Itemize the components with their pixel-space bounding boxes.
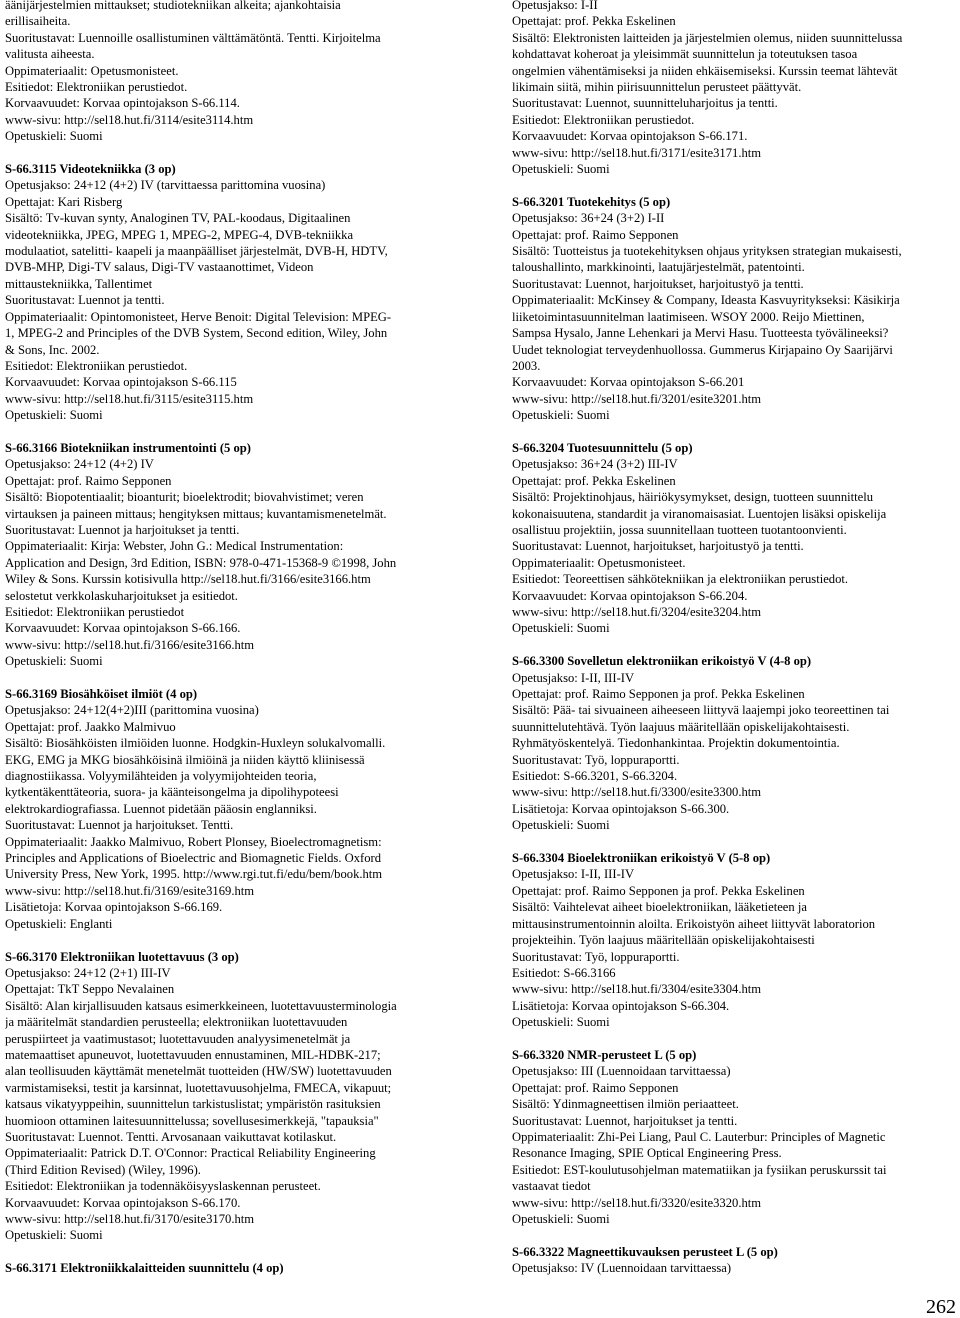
text-line: 2003.: [512, 358, 541, 373]
section-gap: [5, 145, 451, 161]
text-line: www-sivu: http://sel18.hut.fi/3171/esite3171.htm: [512, 145, 762, 160]
text-line: Oppimateriaalit: Opetusmonisteet.: [5, 63, 179, 78]
text-line: Opettajat: prof. Raimo Sepponen ja prof. Pekka Eskelinen: [512, 687, 805, 702]
page-number: 262: [926, 1296, 956, 1318]
section-gap: [512, 424, 958, 440]
text-line: Opetusjakso: I-II: [512, 0, 598, 12]
text-line: Lisätietoja: Korvaa opintojakson S-66.300.: [512, 801, 730, 816]
text-line: www-sivu: http://sel18.hut.fi/3114/esite3114.htm: [5, 112, 254, 127]
text-line: Suoritustavat: Luennot, harjoitukset ja tentti.: [512, 1113, 738, 1128]
text-line: osallistuu projektiin, jossa suunnitellaan tuotteen tuotantoonvienti.: [512, 522, 847, 537]
text-line: Korvaavuudet: Korvaa opintojakson S-66.204.: [512, 588, 748, 603]
text-line: Resonance Imaging, SPIE Optical Engineering Press.: [512, 1146, 782, 1161]
text-line: Opettajat: prof. Raimo Sepponen: [512, 227, 679, 242]
text-line: Opettajat: prof. Pekka Eskelinen: [512, 473, 676, 488]
text-line: mittaustekniikka, Tallentimet: [5, 276, 153, 291]
text-line: selostetut verkkolaskuharjoitukset ja esitiedot.: [5, 588, 238, 603]
text-line: Esitiedot: S-66.3166: [512, 965, 616, 980]
text-line: Suoritustavat: Luennot. Tentti. Arvosanaan vaikuttavat kotilaskut.: [5, 1129, 337, 1144]
text-line: Opetuskieli: Suomi: [512, 1015, 610, 1030]
text-line: www-sivu: http://sel18.hut.fi/3169/esite3169.htm: [5, 883, 255, 898]
text-line: Esitiedot: Elektroniikan perustiedot: [5, 605, 185, 619]
text-line: Suoritustavat: Luennot, suunnitteluharjoitus ja tentti.: [512, 96, 778, 111]
text-line: Lisätietoja: Korvaa opintojakson S-66.304.: [512, 998, 730, 1013]
text-line: Sisältö: Vaihtelevat aiheet bioelektroniikan, lääketieteen ja: [512, 900, 807, 915]
text-line: kokonaisuutena, standardit ja viranomaisasiat. Luentojen lisäksi opiskelija: [512, 506, 887, 521]
text-line: Sisältö: Tuotteistus ja tuotekehityksen ohjaus yrityksen strategian mukaisesti,: [512, 244, 902, 259]
text-line: Opetuskieli: Suomi: [5, 408, 103, 423]
text-line: kohdattavat koheroat ja yleisimmät suunnittelun ja toteutuksen tasoa: [512, 47, 858, 62]
text-line: Oppimateriaalit: Jaakko Malmivuo, Robert Plonsey, Bioelectromagnetism:: [5, 834, 382, 849]
text-line: alan teollisuuden käyttämät menetelmät tuotteiden (HW/SW) luotettavuuden: [5, 1064, 392, 1079]
course-title-s-66-3304: S-66.3304 Bioelektroniikan erikoistyö V (5-8 op): [512, 851, 771, 866]
text-line: liiketoimintasuunnitelman laatimiseen. WSOY 2000. Reijo Miettinen,: [512, 309, 865, 324]
text-line: Opetusjakso: 36+24 (3+2) III-IV: [512, 457, 678, 472]
section-gap: [512, 637, 958, 653]
text-line: Korvaavuudet: Korvaa opintojakson S-66.170.: [5, 1195, 241, 1210]
text-line: www-sivu: http://sel18.hut.fi/3170/esite3170.htm: [5, 1212, 255, 1226]
text-line: Lisätietoja: Korvaa opintojakson S-66.169.: [5, 900, 223, 915]
text-line: vastaavat tiedot: [512, 1179, 591, 1194]
section-gap: [5, 1244, 451, 1260]
text-line: Sisältö: Pää- tai sivuaineen aiheeseen liittyvä laajempi joko teoreettinen tai: [512, 703, 890, 718]
section-gap: [5, 932, 451, 948]
text-line: Opetuskieli: Suomi: [512, 408, 610, 423]
text-line: Opettajat: prof. Pekka Eskelinen: [512, 14, 676, 29]
text-line: Opetuskieli: Suomi: [5, 654, 103, 669]
text-line: Sampsa Hysalo, Janne Lehenkari ja Mervi Hasu. Tuotteesta työvälineeksi?: [512, 326, 889, 341]
text-line: Korvaavuudet: Korvaa opintojakson S-66.201: [512, 375, 745, 390]
course-title-s-66-3166: S-66.3166 Biotekniikan instrumentointi (5 op): [5, 440, 251, 455]
text-line: www-sivu: http://sel18.hut.fi/3304/esite3304.htm: [512, 982, 762, 997]
text-line: ongelmien vähentämiseksi ja niiden ehkäisemiseksi. Kurssin teemat lähtevät: [512, 63, 898, 78]
text-line: www-sivu: http://sel18.hut.fi/3166/esite3166.htm: [5, 637, 255, 652]
section-gap: [512, 1227, 958, 1243]
section-gap: [512, 834, 958, 850]
text-line: virtauksen ja paineen mittaus; hengityksen mittaus; kuvantamismenetelmät.: [5, 506, 387, 521]
text-line: Korvaavuudet: Korvaa opintojakson S-66.171.: [512, 129, 748, 144]
text-line: Opetuskieli: Suomi: [512, 818, 610, 833]
text-line: Opetusjakso: I-II, III-IV: [512, 670, 635, 685]
text-line: Suoritustavat: Työ, loppuraportti.: [512, 752, 680, 767]
text-line: äänijärjestelmien mittaukset; studiotekniikan alkeita; ajankohtaisia: [5, 0, 341, 12]
text-line: www-sivu: http://sel18.hut.fi/3300/esite3300.htm: [512, 785, 762, 800]
course-title-s-66-3204: S-66.3204 Tuotesuunnittelu (5 op): [512, 440, 693, 455]
text-line: 1, MPEG-2 and Principles of the DVB System, Second edition, Wiley, John: [5, 326, 388, 341]
text-line: Opetusjakso: 24+12(4+2)III (parittomina vuosina): [5, 703, 259, 718]
text-line: Application and Design, 3rd Edition, ISBN: 978-0-471-15368-9 ©1998, John: [5, 555, 397, 570]
course-title-s-66-3171: S-66.3171 Elektroniikkalaitteiden suunnittelu (4 op): [5, 1261, 284, 1276]
text-line: Sisältö: Projektinohjaus, häiriökysymykset, design, tuotteen suunnittelu: [512, 490, 873, 505]
text-line: Oppimateriaalit: Kirja: Webster, John G.: Medical Instrumentation:: [5, 539, 344, 554]
right-column: [512, 0, 958, 1277]
course-title-s-66-3115: S-66.3115 Videotekniikka (3 op): [5, 162, 176, 177]
course-title-s-66-3322: S-66.3322 Magneettikuvauksen perusteet L (5 op): [512, 1244, 778, 1259]
text-line: Korvaavuudet: Korvaa opintojakson S-66.114.: [5, 96, 240, 111]
text-line: katsaus vikatyyppeihin, suunnittelun tarkistuslistat; ympäristön rasituksien: [5, 1097, 381, 1112]
text-line: huomioon ottaminen laitesuunnittelussa; sovellusesimerkkejä, "tapauksia": [5, 1113, 379, 1128]
text-line: Opetuskieli: Suomi: [5, 1228, 103, 1243]
text-line: Korvaavuudet: Korvaa opintojakson S-66.166.: [5, 621, 241, 636]
text-line: Opetusjakso: 36+24 (3+2) I-II: [512, 211, 665, 226]
text-line: Opettajat: TkT Seppo Nevalainen: [5, 982, 175, 997]
text-line: Opettajat: prof. Raimo Sepponen: [5, 473, 172, 488]
course-title-s-66-3170: S-66.3170 Elektroniikan luotettavuus (3 op): [5, 949, 239, 964]
course-title-s-66-3169: S-66.3169 Biosähköiset ilmiöt (4 op): [5, 687, 198, 702]
section-gap: [5, 424, 451, 440]
text-line: Opettajat: prof. Raimo Sepponen ja prof. Pekka Eskelinen: [512, 883, 805, 898]
text-line: Opetusjakso: 24+12 (4+2) IV (tarvittaessa parittomina vuosina): [5, 178, 326, 193]
text-line: projekteihin. Työn laajuus määritellään opiskelijakohtaisesti: [512, 933, 815, 948]
text-line: Ryhmätyöskentelyä. Tiedonhankintaa. Projektin dokumentointia.: [512, 736, 840, 751]
text-line: kytkentäkenttäteoria, suora- ja käänteisongelma ja dipolihypoteesi: [5, 785, 339, 800]
text-line: Esitiedot: Elektroniikan perustiedot.: [512, 112, 695, 127]
text-line: Suoritustavat: Luennot ja harjoitukset. Tentti.: [5, 818, 234, 833]
course-title-s-66-3300: S-66.3300 Sovelletun elektroniikan erikoistyö V (4-8 op): [512, 654, 812, 669]
text-line: Opetusjakso: III (Luennoidaan tarvittaessa): [512, 1064, 731, 1079]
text-line: Esitiedot: Elektroniikan ja todennäköisyyslaskennan perusteet.: [5, 1179, 321, 1194]
text-line: Oppimateriaalit: Opetusmonisteet.: [512, 555, 686, 570]
section-gap: [512, 177, 958, 193]
text-line: Oppimateriaalit: McKinsey & Company, Ideasta Kasvuyritykseksi: Käsikirja: [512, 293, 900, 308]
text-line: erillisaiheita.: [5, 14, 71, 29]
text-line: modulaatiot, satelitti- kaapeli ja maanpäälliset järjestelmät, DVB-H, HDTV,: [5, 244, 388, 259]
text-line: www-sivu: http://sel18.hut.fi/3201/esite3201.htm: [512, 391, 762, 406]
text-line: Principles and Applications of Bioelectric and Biomagnetic Fields. Oxford: [5, 851, 381, 866]
text-line: Sisältö: Alan kirjallisuuden katsaus esimerkkeineen, luotettavuusterminologia: [5, 998, 397, 1013]
text-line: Opetusjakso: 24+12 (2+1) III-IV: [5, 965, 171, 980]
text-line: diagnostiikassa. Volyymilähteiden ja volyymijohteiden teoria,: [5, 769, 317, 784]
text-line: valitusta aiheesta.: [5, 47, 95, 62]
text-line: Suoritustavat: Luennot ja tentti.: [5, 293, 165, 308]
text-line: Oppimateriaalit: Opintomonisteet, Herve Benoit: Digital Television: MPEG-: [5, 309, 392, 324]
text-line: Oppimateriaalit: Patrick D.T. O'Connor: Practical Reliability Engineering: [5, 1146, 376, 1161]
text-line: Opettajat: Kari Risberg: [5, 194, 123, 209]
text-line: Sisältö: Elektronisten laitteiden ja järjestelmien olemus, niiden suunnittelussa: [512, 30, 903, 45]
text-line: likimain siitä, mihin piirisuunnittelun perusteet päättyvät.: [512, 80, 802, 95]
text-line: Suoritustavat: Luennot ja harjoitukset ja tentti.: [5, 522, 240, 537]
text-line: University Press, New York, 1995. http://www.rgi.tut.fi/edu/bem/book.htm: [5, 867, 383, 882]
left-column: [5, 0, 451, 1277]
text-line: Suoritustavat: Luennot, harjoitukset, harjoitustyö ja tentti.: [512, 276, 804, 291]
text-line: Sisältö: Biosähköisten ilmiöiden luonne. Hodgkin-Huxleyn solukalvomalli.: [5, 736, 386, 751]
text-line: Sisältö: Biopotentiaalit; bioanturit; bioelektrodit; biovahvistimet; veren: [5, 490, 364, 505]
text-line: elektrokardiografiassa. Luennot pidetään pääosin englanniksi.: [5, 801, 317, 816]
text-line: Wiley & Sons. Kurssin kotisivulla http://sel18.hut.fi/3166/esite3166.htm: [5, 572, 371, 587]
text-line: www-sivu: http://sel18.hut.fi/3320/esite3320.htm: [512, 1195, 762, 1210]
text-line: Esitiedot: S-66.3201, S-66.3204.: [512, 769, 678, 784]
text-line: Opetuskieli: Suomi: [512, 162, 610, 177]
text-line: Opettajat: prof. Jaakko Malmivuo: [5, 719, 176, 734]
section-gap: [5, 670, 451, 686]
text-line: Sisältö: Ydinmagneettisen ilmiön periaatteet.: [512, 1097, 739, 1112]
text-line: matemaattiset apuneuvot, luotettavuuden ennustaminen, MIL-HDBK-217;: [5, 1047, 381, 1062]
text-line: Suoritustavat: Luennot, harjoitukset, harjoitustyö ja tentti.: [512, 539, 804, 554]
text-line: suunnittelutehtävä. Työn laajuus määritellään opiskelijakohtaisesti.: [512, 719, 850, 734]
text-line: Esitiedot: EST-koulutusohjelman matematiikan ja fysiikan peruskurssit tai: [512, 1162, 887, 1177]
text-line: Opetuskieli: Englanti: [5, 916, 113, 931]
text-line: Uudet teknologiat terveydenhuollossa. Gummerus Kirjapaino Oy Saarijärvi: [512, 342, 893, 357]
text-line: videotekniikka, JPEG, MPEG 1, MPEG-2, MPEG-4, DVB-tekniikka: [5, 227, 354, 242]
text-line: Opettajat: prof. Raimo Sepponen: [512, 1080, 679, 1095]
text-line: Suoritustavat: Luennoille osallistuminen välttämätöntä. Tentti. Kirjoitelma: [5, 30, 381, 45]
course-title-s-66-3320: S-66.3320 NMR-perusteet L (5 op): [512, 1047, 697, 1062]
text-line: Opetuskieli: Suomi: [512, 1211, 610, 1226]
text-line: Suoritustavat: Työ, loppuraportti.: [512, 949, 680, 964]
course-title-s-66-3201: S-66.3201 Tuotekehitys (5 op): [512, 194, 671, 209]
section-gap: [512, 1031, 958, 1047]
text-line: taloushallinto, markkinointi, laatujärjestelmät, patentointi.: [512, 260, 805, 275]
text-line: Esitiedot: Teoreettisen sähkötekniikan ja elektroniikan perustiedot.: [512, 572, 849, 587]
text-line: Opetusjakso: 24+12 (4+2) IV: [5, 457, 154, 472]
text-line: Esitiedot: Elektroniikan perustiedot.: [5, 358, 188, 373]
text-line: mittausinstrumentoinnin aloilta. Erikoistyön aiheet liittyvät laboratorion: [512, 916, 876, 931]
text-line: peruspiirteet ja vaatimustasot; luotettavuuden analyysimenetelmät ja: [5, 1031, 351, 1046]
text-line: ja määritelmät standardien perusteella; elektroniikan luotettavuuden: [5, 1015, 348, 1030]
text-line: Opetuskieli: Suomi: [512, 621, 610, 636]
text-line: www-sivu: http://sel18.hut.fi/3115/esite3115.htm: [5, 391, 254, 406]
text-line: EKG, EMG ja MKG biosähköisinä ilmiöinä ja niiden käyttö kliinisessä: [5, 752, 365, 767]
text-line: DVB-MHP, Digi-TV salaus, Digi-TV vastaanottimet, Videon: [5, 260, 314, 275]
text-line: Opetusjakso: IV (Luennoidaan tarvittaessa): [512, 1261, 732, 1276]
text-line: & Sons, Inc. 2002.: [5, 342, 100, 357]
text-line: (Third Edition Revised) (Wiley, 1996).: [5, 1162, 201, 1177]
text-line: Oppimateriaalit: Zhi-Pei Liang, Paul C. Lauterbur: Principles of Magnetic: [512, 1129, 886, 1144]
text-line: Sisältö: Tv-kuvan synty, Analoginen TV, PAL-koodaus, Digitaalinen: [5, 211, 351, 226]
text-line: Opetuskieli: Suomi: [5, 129, 103, 144]
text-line: Korvaavuudet: Korvaa opintojakson S-66.115: [5, 375, 237, 390]
text-line: varmistamiseksi, testit ja karsinnat, luotettavuusohjelma, FMECA, vikapuut;: [5, 1080, 392, 1095]
text-line: www-sivu: http://sel18.hut.fi/3204/esite3204.htm: [512, 605, 762, 619]
text-line: Opetusjakso: I-II, III-IV: [512, 867, 635, 882]
text-line: Esitiedot: Elektroniikan perustiedot.: [5, 80, 188, 95]
